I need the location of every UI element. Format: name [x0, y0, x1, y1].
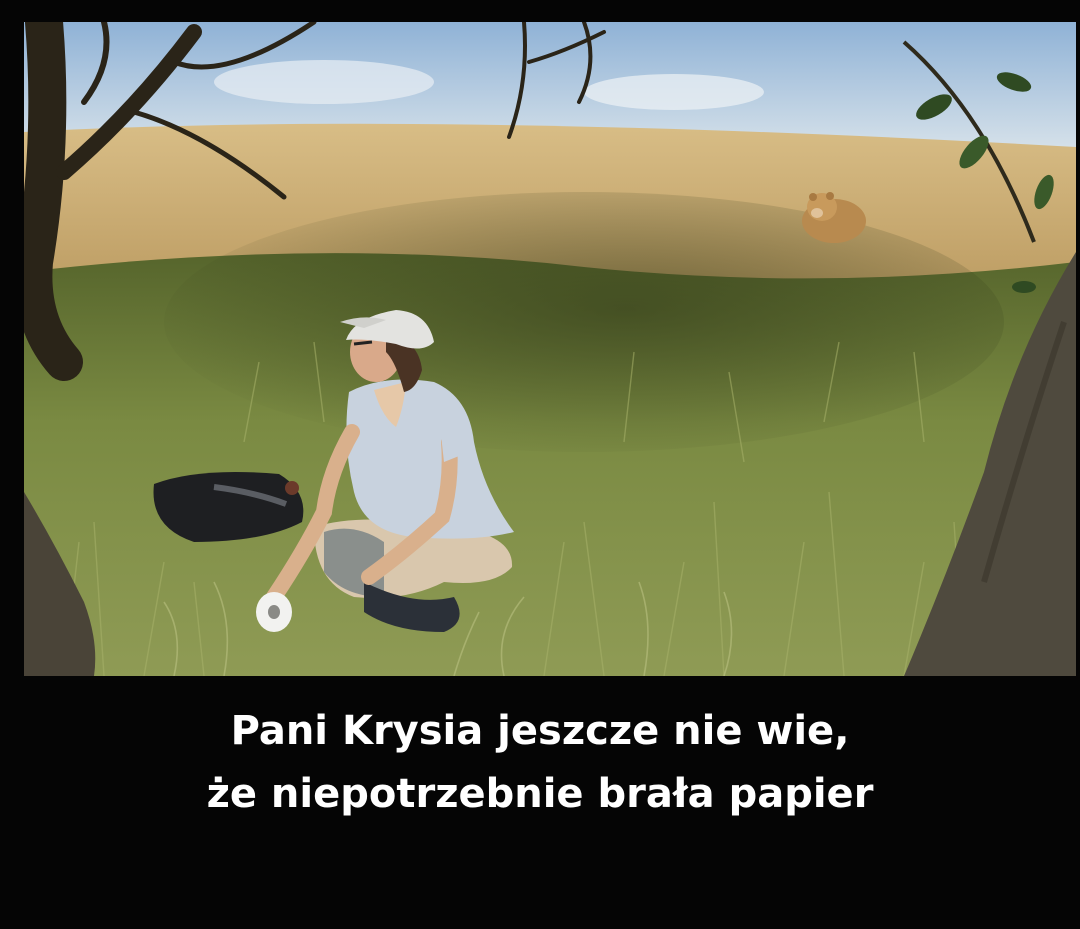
cloud	[584, 74, 764, 110]
savanna-scene	[24, 22, 1076, 676]
caption-line-2: że niepotrzebnie brała papier	[206, 771, 874, 817]
savanna-photo	[24, 22, 1076, 676]
caption-line-1: Pani Krysia jeszcze nie wie,	[230, 708, 850, 754]
toilet-paper-roll	[256, 592, 292, 632]
grass-shadow	[164, 192, 1004, 452]
meme-caption	[0, 700, 1080, 826]
cloud	[214, 60, 434, 104]
